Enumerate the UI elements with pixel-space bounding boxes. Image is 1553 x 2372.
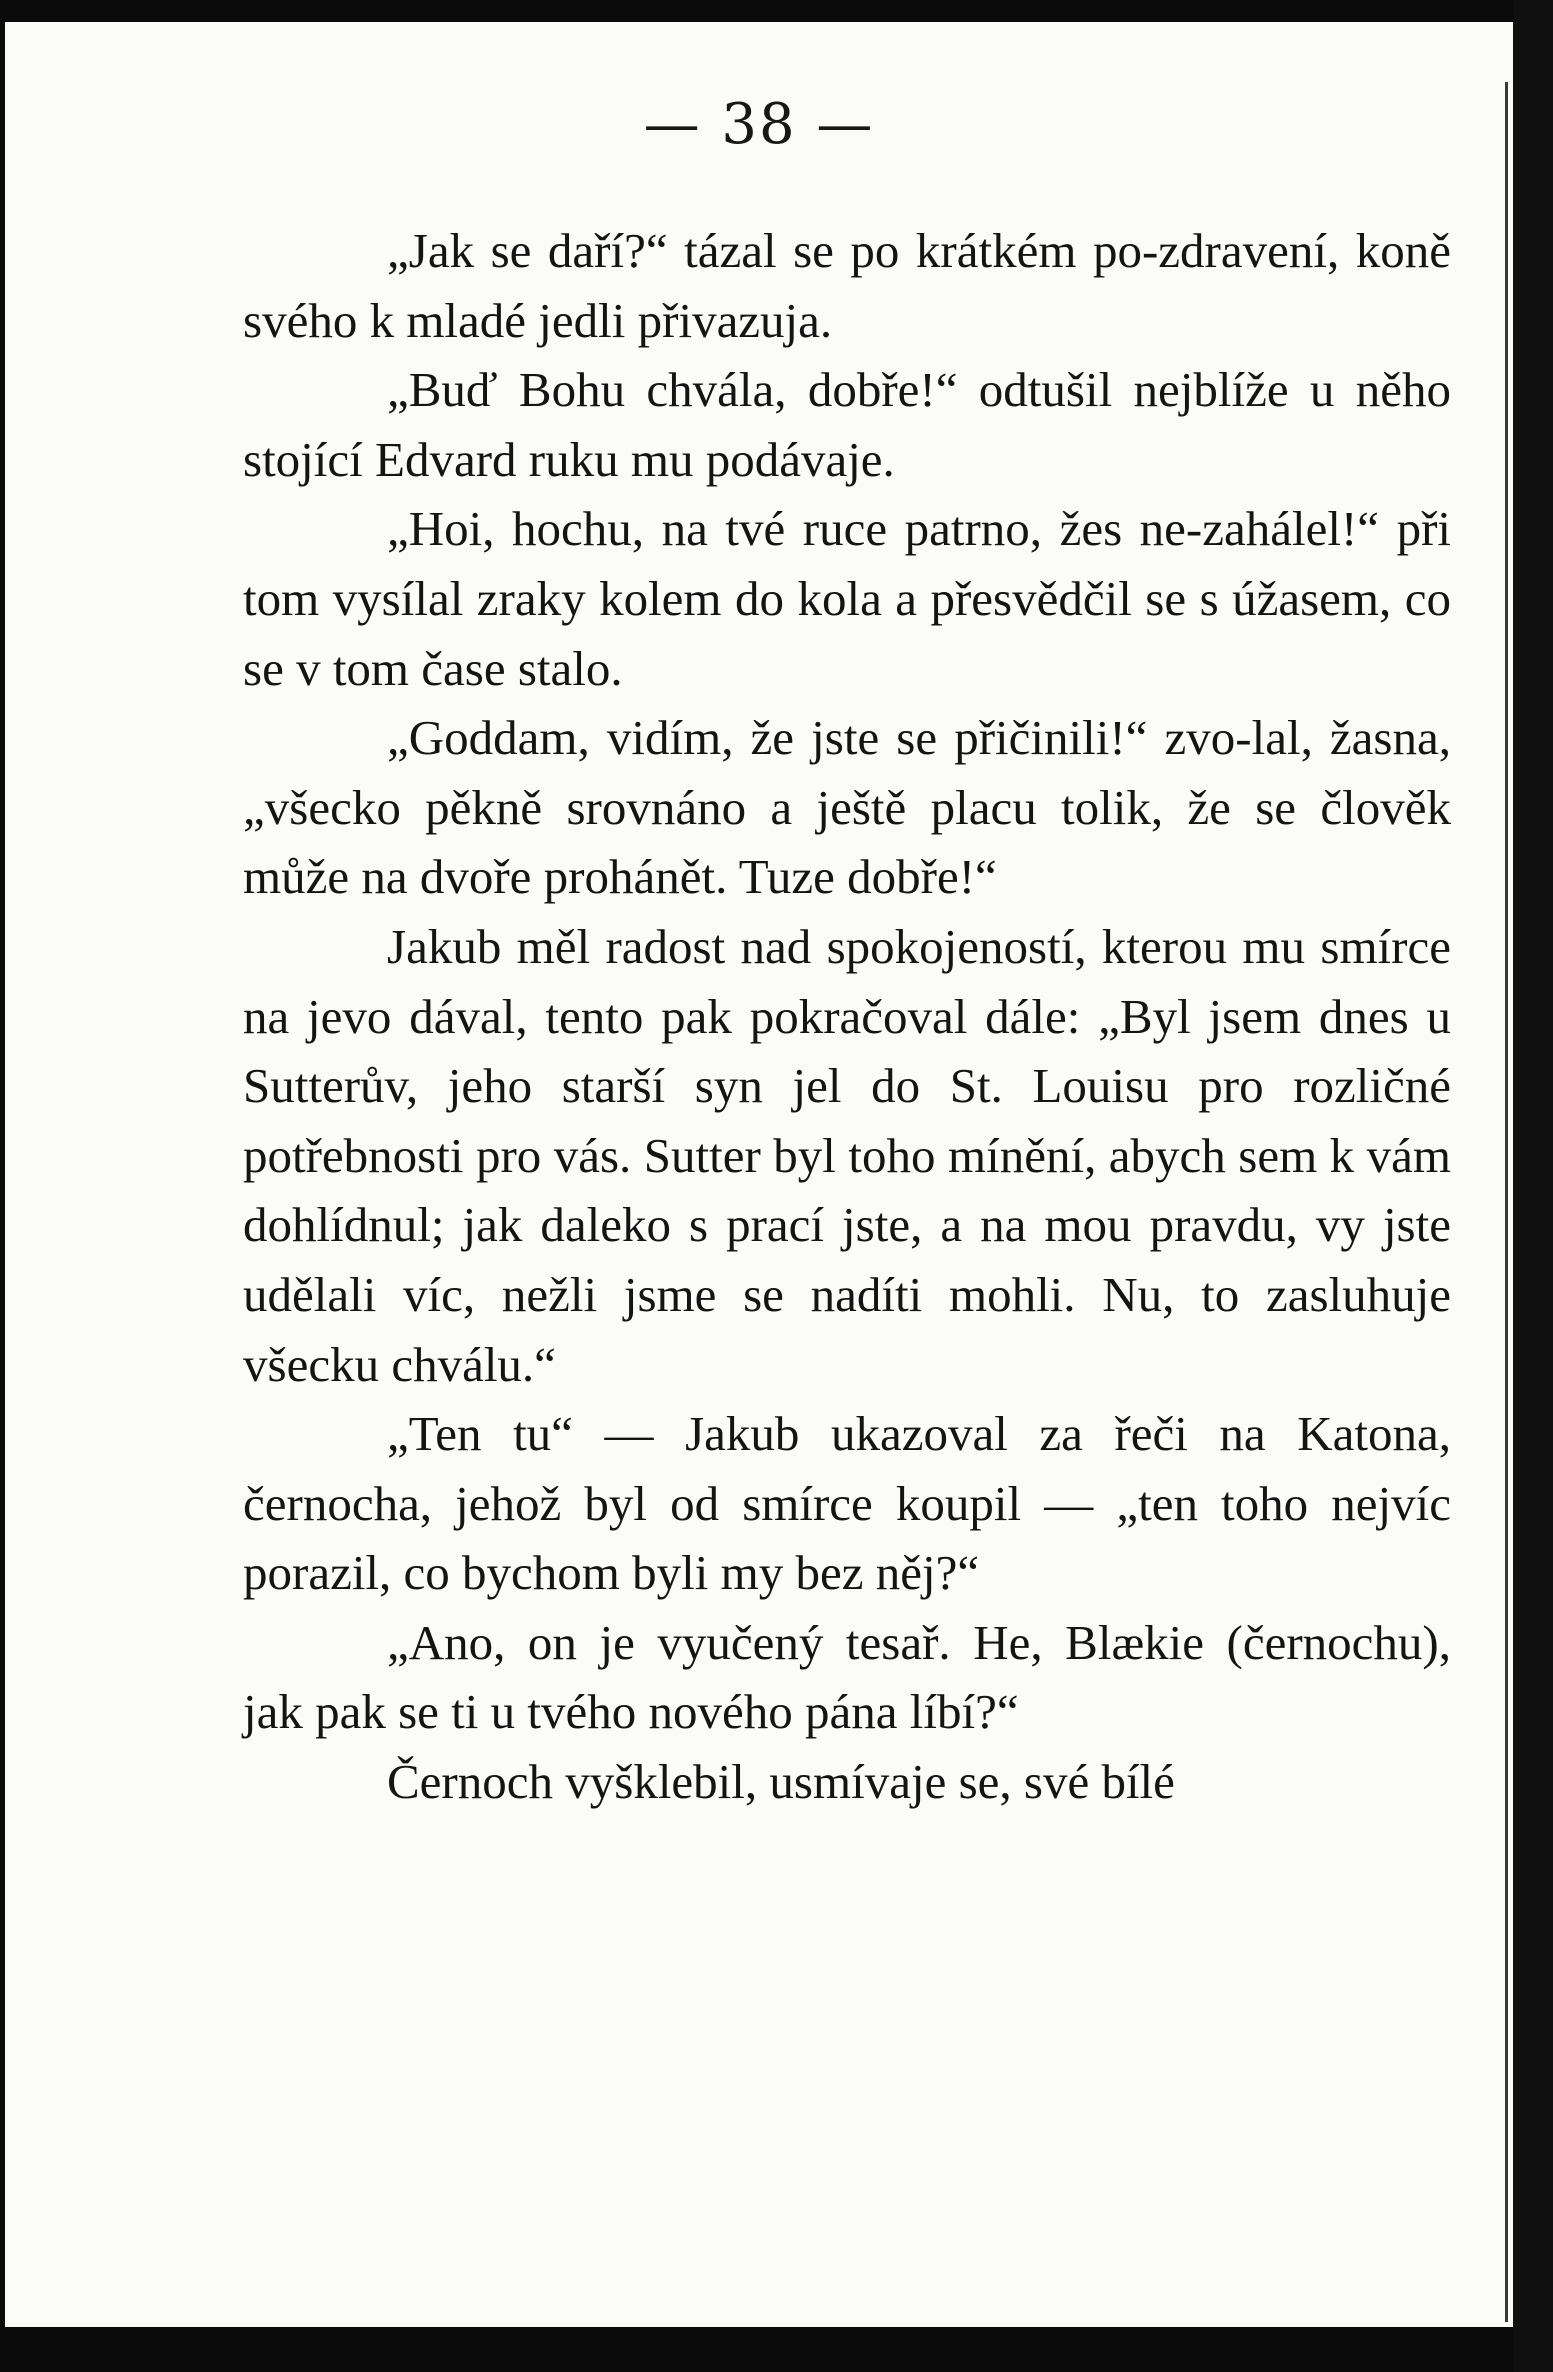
paragraph-7: „Ano, on je vyučený tesař. He, Blækie (černochu), jak pak se ti u tvého nového pána líbí?“: [243, 1614, 1451, 1740]
scan-border: [1513, 0, 1553, 2372]
book-page: [5, 22, 1513, 2327]
paragraph-5: Jakub měl radost nad spokojeností, kterou mu smírce na jevo dával, tento pak pokračoval dále: „Byl jsem dnes u Sutterův, jeho starší syn jel do St. Louisu pro rozličné potřebnosti pro vás. Sutter byl toho mínění, abych sem k vám dohlídnul; jak daleko s prací jste, a na mou pravdu, vy jste udělali víc, nežli jsme se nadíti mohli. Nu, to zasluhuje všecku chválu.“: [243, 918, 1451, 1392]
page-number: — 38 —: [643, 92, 875, 157]
paragraph-4: „Goddam, vidím, že jste se přičinili!“ zvo-lal, žasna, „všecko pěkně srovnáno a ještě placu tolik, že se člověk může na dvoře prohánět. Tuze dobře!“: [243, 710, 1451, 905]
paragraph-8: Černoch vyšklebil, usmívaje se, své bílé: [387, 1754, 1175, 1810]
paragraph-1: „Jak se daří?“ tázal se po krátkém po-zdravení, koně svého k mladé jedli přivazuja.: [243, 223, 1451, 348]
paragraph-2: „Buď Bohu chvála, dobře!“ odtušil nejblíže u něho stojící Edvard ruku mu podávaje.: [243, 362, 1451, 487]
body-text: [243, 216, 1451, 1817]
paragraph-6: „Ten tu“ — Jakub ukazoval za řeči na Katona, černocha, jehož byl od smírce koupil — „ten toho nejvíc porazil, co bychom byli my bez něj?“: [243, 1406, 1451, 1601]
paragraph-3: „Hoi, hochu, na tvé ruce patrno, žes ne-zahálel!“ při tom vysílal zraky kolem do kola a přesvědčil se s úžasem, co se v tom čase stalo.: [243, 501, 1451, 696]
binding-line: [1505, 82, 1508, 2322]
